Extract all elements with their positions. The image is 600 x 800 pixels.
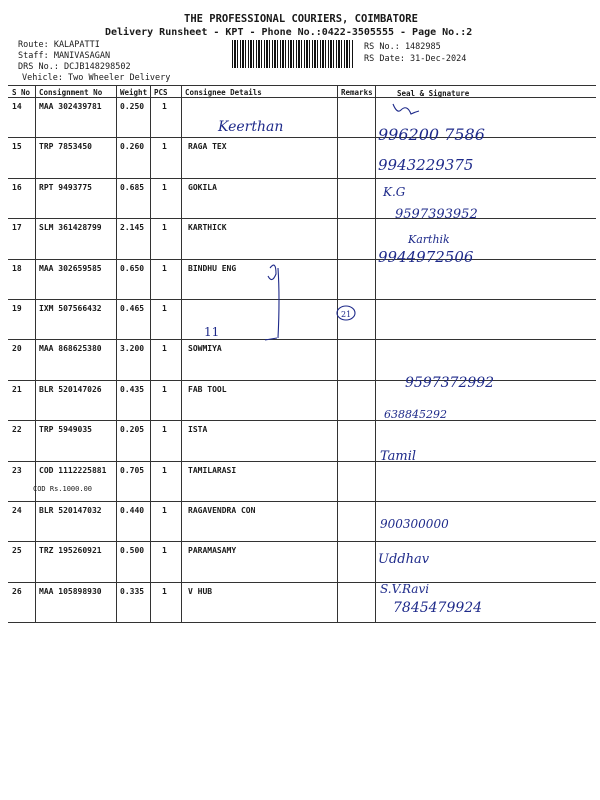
cell-consignment: MAA 105898930 — [39, 586, 102, 596]
cell-pcs: 1 — [162, 304, 167, 313]
cell-consignee: PARAMASAMY — [188, 546, 237, 556]
col-header-seal: Seal & Signature — [397, 89, 470, 98]
cell-cod-note: COD Rs.1000.00 — [33, 484, 93, 493]
cell-pcs: 1 — [162, 506, 167, 515]
cell-consignee: RAGAVENDRA CON — [188, 506, 256, 515]
cell-weight: 0.250 — [120, 102, 145, 111]
col-header-weight: Weight — [120, 88, 148, 97]
handwriting-row16-sig: K.G — [383, 185, 406, 199]
cell-consignment: BLR 520147026 — [39, 384, 102, 394]
vehicle-label: Vehicle: Two Wheeler Delivery — [22, 73, 171, 83]
cell-consignment: MAA 302659585 — [39, 263, 102, 273]
handwriting-row17-sig: Karthik — [408, 233, 450, 246]
handwriting-row14-phone: 996200 7586 — [378, 125, 485, 144]
col-header-sno: S No — [12, 88, 31, 97]
drs-label: DRS No.: DCJB148298502 — [18, 62, 131, 72]
cell-consignment: RPT 9493775 — [39, 182, 92, 192]
cell-consignment: IXM 507566432 — [39, 304, 102, 313]
cell-sno: 16 — [12, 182, 22, 192]
cell-consignment: BLR 520147032 — [39, 506, 102, 515]
cell-weight: 0.685 — [120, 182, 145, 192]
cell-consignment: MAA 868625380 — [39, 344, 102, 354]
cell-weight: 0.705 — [120, 465, 145, 475]
cell-pcs: 1 — [162, 142, 167, 152]
cell-consignment: TRP 7853450 — [39, 142, 92, 152]
cell-sno: 17 — [12, 223, 22, 233]
cell-sno: 19 — [12, 304, 22, 313]
runsheet-subtitle: Delivery Runsheet - KPT - Phone No.:0422-3505555 - Page No.:2 — [105, 27, 473, 38]
cell-sno: 18 — [12, 263, 22, 273]
cell-sno: 22 — [12, 425, 22, 435]
cell-pcs: 1 — [162, 223, 167, 233]
cell-consignee: ISTA — [188, 425, 208, 435]
route-label: Route: KALAPATTI — [18, 40, 100, 50]
cell-pcs: 1 — [162, 344, 167, 354]
cell-consignee: KARTHICK — [188, 223, 227, 233]
cell-weight: 0.650 — [120, 263, 145, 273]
handwriting-row20-phone: 9597372992 — [405, 375, 495, 391]
cell-pcs: 1 — [162, 384, 167, 394]
cell-consignee: BINDHU ENG — [188, 263, 237, 273]
handwriting-row16-phone: 9597393952 — [395, 207, 478, 222]
handwriting-row14-name: Keerthan — [218, 119, 284, 135]
cell-weight: 0.435 — [120, 384, 145, 394]
col-header-consignment: Consignment No — [39, 88, 103, 97]
cell-sno: 15 — [12, 142, 22, 152]
cell-sno: 23 — [12, 465, 22, 475]
cell-sno: 25 — [12, 546, 22, 556]
col-header-pcs: PCS — [154, 88, 168, 97]
handwriting-row15-phone: 9943229375 — [378, 156, 474, 174]
cell-weight: 0.440 — [120, 506, 145, 515]
handwriting-row19-remark: 21 — [341, 310, 352, 319]
cell-sno: 21 — [12, 384, 22, 394]
cell-pcs: 1 — [162, 263, 167, 273]
cell-weight: 2.145 — [120, 223, 145, 233]
cell-consignee: GOKILA — [188, 182, 217, 192]
cell-sno: 26 — [12, 586, 22, 596]
cell-consignee: RAGA TEX — [188, 142, 227, 152]
cell-consignment: SLM 361428799 — [39, 223, 102, 233]
cell-consignment: TRZ 195260921 — [39, 546, 102, 556]
cell-consignee: SOWMIYA — [188, 344, 222, 354]
cell-consignee: V HUB — [188, 586, 213, 596]
cell-weight: 0.205 — [120, 425, 145, 435]
cell-consignment: COD 1112225881 — [39, 465, 107, 475]
cell-pcs: 1 — [162, 425, 167, 435]
handwriting-row21-phone: 638845292 — [384, 408, 447, 421]
col-header-consignee: Consignee Details — [185, 88, 262, 97]
cell-consignee: FAB TOOL — [188, 384, 227, 394]
handwriting-row19-mark: 11 — [204, 325, 220, 339]
handwriting-row17-phone: 9944972506 — [378, 248, 474, 266]
cell-pcs: 1 — [162, 102, 167, 111]
handwriting-row26-sig: S.V.Ravi — [380, 582, 430, 596]
rs-date: RS Date: 31-Dec-2024 — [364, 54, 467, 64]
cell-consignment: TRP 5949035 — [39, 425, 92, 435]
handwriting-row25-sig: Uddhav — [378, 552, 430, 567]
company-title: THE PROFESSIONAL COURIERS, COIMBATORE — [184, 13, 418, 25]
cell-weight: 0.335 — [120, 586, 145, 596]
col-header-remarks: Remarks — [341, 88, 373, 97]
cell-pcs: 1 — [162, 586, 167, 596]
rs-number: RS No.: 1482985 — [364, 42, 441, 52]
cell-consignment: MAA 302439781 — [39, 102, 102, 111]
cell-sno: 14 — [12, 102, 22, 111]
staff-label: Staff: MANIVASAGAN — [18, 51, 111, 61]
cell-pcs: 1 — [162, 546, 167, 556]
handwriting-row24-phone: 900300000 — [380, 517, 449, 531]
cell-weight: 0.465 — [120, 304, 145, 313]
cell-consignee: TAMILARASI — [188, 465, 237, 475]
handwriting-row22-sig: Tamil — [380, 449, 417, 464]
cell-pcs: 1 — [162, 465, 167, 475]
cell-sno: 24 — [12, 506, 22, 515]
cell-weight: 0.500 — [120, 546, 145, 556]
handwriting-row26-phone: 7845479924 — [393, 600, 483, 616]
cell-weight: 0.260 — [120, 142, 145, 152]
cell-sno: 20 — [12, 344, 22, 354]
cell-weight: 3.200 — [120, 344, 145, 354]
cell-pcs: 1 — [162, 182, 167, 192]
